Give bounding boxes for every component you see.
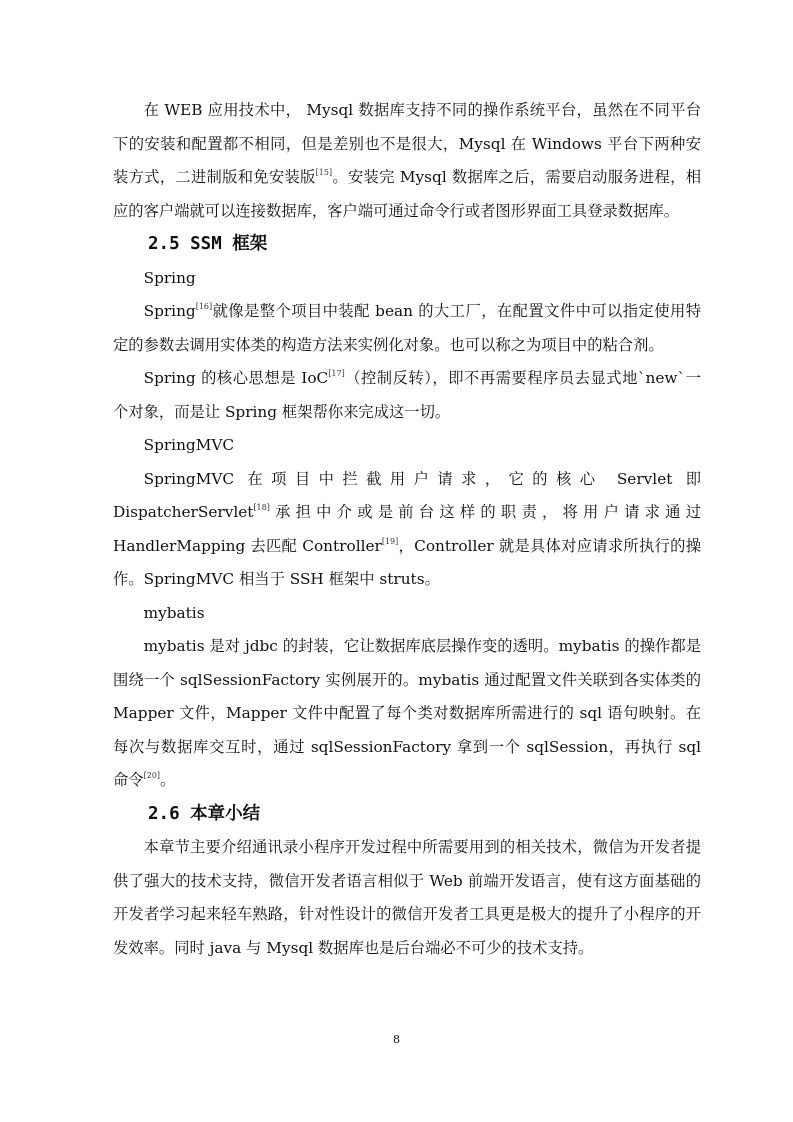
paragraph-spring-ioc: [113, 362, 701, 429]
paragraph-springmvc-part2: 承担中介或是前台这样的职责，将用户请求通过 HandlerMapping 去匹配 Controller: [113, 503, 701, 555]
page-number: 8: [393, 1033, 400, 1046]
paragraph-spring-ioc-text: Spring 的核心思想是 IoC: [143, 369, 329, 387]
paragraph-spring-ioc-tail: （控制反转），即不再需要程序员去显式地`new`一个对象，而是让 Spring 框架帮你来完成这一切。: [113, 369, 701, 421]
paragraph-spring-intro: [113, 295, 701, 362]
paragraph-mybatis-text: mybatis 是对 jdbc 的封装，它让数据库底层操作变的透明。mybatis 的操作都是围绕一个 sqlSessionFactory 实例展开的。mybatis 通过配置文件关联到各实体类的 Mapper 文件，Mapper 文件中配置了每个类对数据库所需进行的 sql 语句映射。在每次与数据库交互时，通过 sqlSessionFactory 拿到一个 sqlSession，再执行 sql 命令: [113, 637, 701, 789]
subsection-label-mybatis: mybatis: [143, 603, 205, 622]
paragraph-mysql-text: 在 WEB 应用技术中， Mysql 数据库支持不同的操作系统平台，虽然在不同平台下的安装和配置都不相同，但是差别也不是很大，Mysql 在 Windows 平台下两种安装方式，二进制版和免安装版: [113, 101, 701, 186]
citation-19: [19]: [381, 536, 399, 546]
citation-18: [18]: [253, 503, 270, 512]
paragraph-spring-intro-tail: 就像是整个项目中装配 bean 的大工厂，在配置文件中可以指定使用特定的参数去调用实体类的构造方法来实例化对象。也可以称之为项目中的粘合剂。: [113, 302, 701, 354]
paragraph-mysql: [113, 94, 701, 228]
citation-16: [16]: [195, 302, 213, 311]
paragraph-springmvc-part3: ，Controller 就是具体对应请求所执行的操作。SpringMVC 相当于 SSH 框架中 struts。: [113, 536, 701, 588]
citation-15: [15]: [315, 168, 333, 177]
paragraph-mysql-tail: 。安装完 Mysql 数据库之后，需要启动服务进程，相应的客户端就可以连接数据库，客户端可通过命令行或者图形界面工具登录数据库。: [113, 168, 701, 220]
section-heading-summary: 2.6 本章小结: [148, 803, 261, 824]
citation-20: [20]: [143, 771, 161, 780]
paragraph-springmvc: [113, 463, 701, 597]
paragraph-spring-intro-text: Spring: [143, 302, 196, 320]
page-content: [113, 94, 701, 965]
paragraph-summary: 本章节主要介绍通讯录小程序开发过程中所需要用到的相关技术，微信为开发者提供了强大的技术支持，微信开发者语言相似于 Web 前端开发语言，使有这方面基础的开发者学习起来轻车熟路，针对性设计的微信开发者工具更是极大的提升了小程序的开发效率。同时 java 与 Mysql 数据库也是后台端必不可少的技术支持。: [113, 838, 701, 957]
citation-17: [17]: [328, 369, 345, 378]
paragraph-mybatis-tail: 。: [160, 771, 176, 789]
paragraph-mybatis: [113, 630, 701, 798]
paragraph-springmvc-part1: SpringMVC 在项目中拦截用户请求，它的核心 Servlet 即 DispatcherServlet: [113, 469, 701, 521]
subsection-label-springmvc: SpringMVC: [143, 436, 235, 454]
section-heading-ssm: 2.5 SSM 框架: [148, 234, 268, 254]
subsection-label-spring: Spring: [143, 268, 196, 287]
